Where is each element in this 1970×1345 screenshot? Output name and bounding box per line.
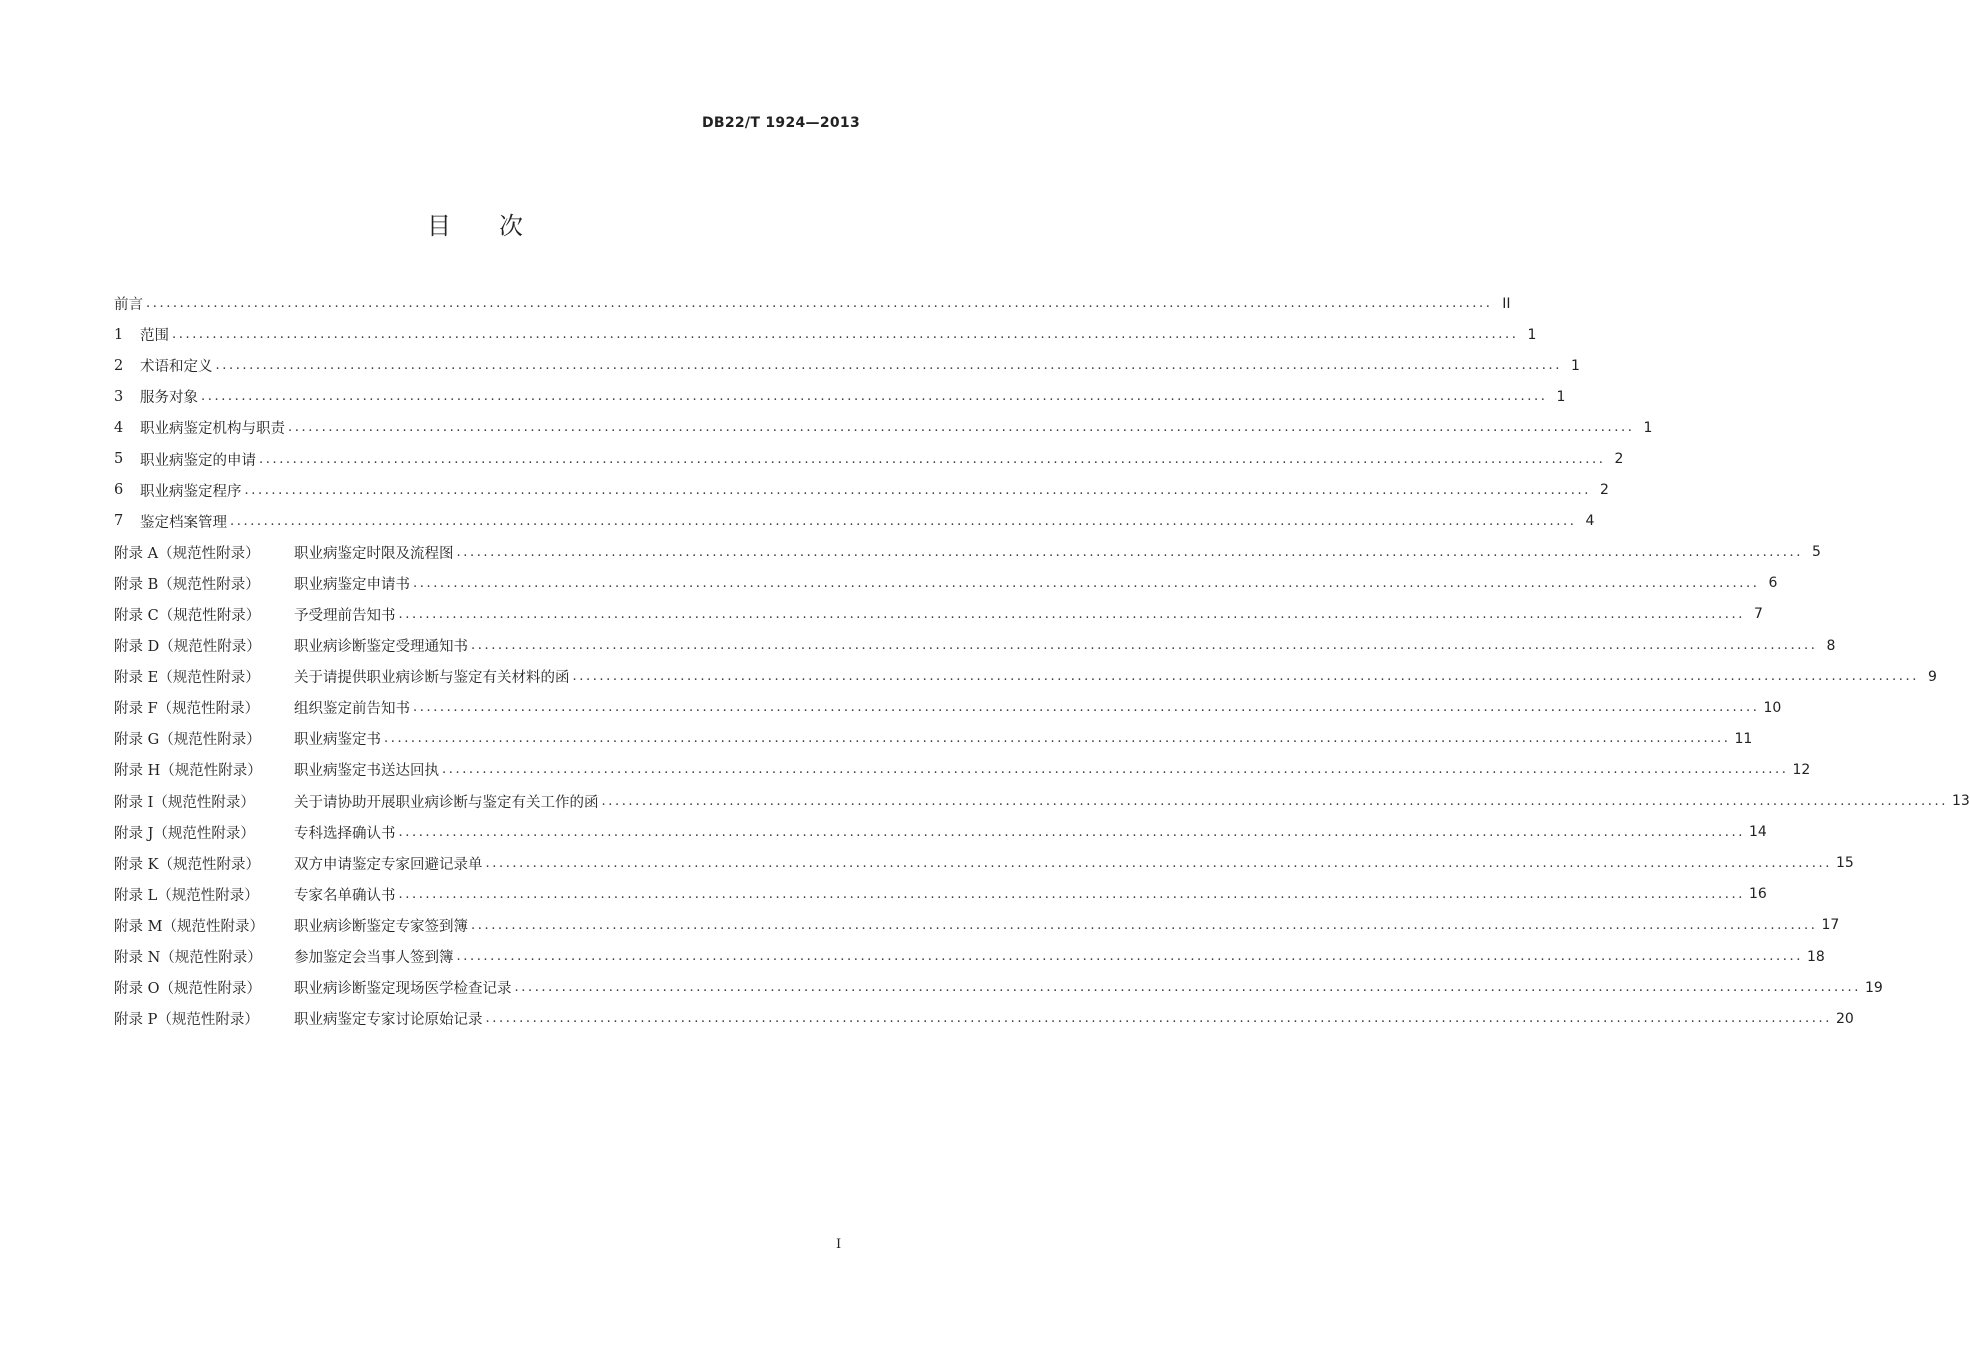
toc-entry-label: 前言: [114, 297, 143, 314]
toc-entry-number: 2: [114, 357, 124, 374]
appendix-id: 附录 D（规范性附录）: [114, 639, 261, 656]
leader-dots: ........................................................................................................................................................................................................: [244, 482, 1591, 498]
appendix-label: 参加鉴定会当事人签到簿: [294, 950, 454, 967]
appendix-id: 附录 E（规范性附录）: [114, 670, 260, 687]
leader-dots: ........................................................................................................................................................................................................: [398, 824, 1745, 840]
leader-dots: ........................................................................................................................................................................................................: [413, 575, 1760, 591]
appendix-id: 附录 L（规范性附录）: [114, 887, 259, 904]
toc-entry-7[interactable]: [114, 506, 1595, 537]
appendix-id: 附录 G（规范性附录）: [114, 732, 261, 749]
leader-dots: ........................................................................................................................................................................................................: [398, 886, 1745, 902]
appendix-page: 19: [1864, 979, 1883, 996]
toc-appendix-c[interactable]: [114, 599, 1763, 630]
appendix-label: 双方申请鉴定专家回避记录单: [294, 856, 483, 873]
appendix-id: 附录 O（规范性附录）: [114, 981, 261, 998]
toc-entry-number: 1: [114, 326, 124, 343]
title-char-2: 次: [499, 212, 523, 240]
toc-appendix-i[interactable]: [114, 786, 1970, 817]
toc-entry-page: 1: [1556, 388, 1566, 405]
appendix-page: 18: [1806, 948, 1825, 965]
leader-dots: ........................................................................................................................................................................................................: [485, 855, 1832, 871]
leader-dots: ........................................................................................................................................................................................................: [471, 917, 1818, 933]
toc-appendix-f[interactable]: [114, 692, 1782, 723]
leader-dots: ........................................................................................................................................................................................................: [442, 762, 1789, 778]
appendix-page: 14: [1748, 824, 1767, 841]
toc-entry-page: 2: [1600, 482, 1609, 499]
appendix-id: 附录 C（规范性附录）: [114, 607, 261, 624]
toc-entry-3[interactable]: [114, 381, 1566, 412]
leader-dots: ........................................................................................................................................................................................................: [288, 420, 1635, 436]
toc-entry-1[interactable]: [114, 319, 1537, 350]
toc-entry-6[interactable]: [114, 475, 1609, 506]
appendix-page: 12: [1792, 761, 1811, 778]
title-char-1: 目: [427, 212, 451, 240]
toc-entry-page: 1: [1571, 357, 1580, 374]
appendix-id: 附录 I（规范性附录）: [114, 794, 255, 811]
toc-entry-label: 鉴定档案管理: [140, 514, 227, 531]
appendix-label: 组织鉴定前告知书: [294, 701, 410, 718]
page-folio: I: [836, 1237, 842, 1252]
table-of-contents: [114, 288, 1970, 1034]
appendix-id: 附录 P（规范性附录）: [114, 1012, 259, 1029]
appendix-page: 17: [1821, 917, 1840, 934]
appendix-id: 附录 B（规范性附录）: [114, 576, 260, 593]
toc-entry-label: 职业病鉴定程序: [140, 483, 242, 500]
appendix-label: 专科选择确认书: [294, 825, 396, 842]
toc-appendix-b[interactable]: [114, 568, 1778, 599]
toc-appendix-a[interactable]: [114, 537, 1821, 568]
toc-entry-number: 5: [114, 451, 124, 468]
leader-dots: ........................................................................................................................................................................................................: [456, 544, 1803, 560]
toc-entry-label: 术语和定义: [140, 359, 213, 376]
appendix-label: 专家名单确认书: [294, 887, 396, 904]
appendix-label: 职业病鉴定书: [294, 732, 381, 749]
leader-dots: ........................................................................................................................................................................................................: [146, 296, 1493, 312]
leader-dots: ........................................................................................................................................................................................................: [259, 451, 1606, 467]
toc-appendix-k[interactable]: [114, 848, 1854, 879]
appendix-page: 8: [1826, 637, 1836, 654]
leader-dots: ........................................................................................................................................................................................................: [384, 731, 1731, 747]
page-title: [0, 206, 950, 241]
appendix-page: 9: [1928, 668, 1937, 685]
appendix-label: 职业病鉴定书送达回执: [294, 763, 439, 780]
toc-entry-5[interactable]: [114, 443, 1624, 474]
toc-appendix-m[interactable]: [114, 910, 1840, 941]
leader-dots: ........................................................................................................................................................................................................: [601, 793, 1948, 809]
appendix-page: 13: [1951, 793, 1970, 810]
leader-dots: ........................................................................................................................................................................................................: [172, 327, 1519, 343]
appendix-label: 职业病鉴定专家讨论原始记录: [294, 1012, 483, 1029]
leader-dots: ........................................................................................................................................................................................................: [485, 1011, 1832, 1027]
appendix-label: 职业病诊断鉴定专家签到簿: [294, 918, 468, 935]
toc-appendix-h[interactable]: [114, 754, 1811, 785]
appendix-label: 关于请协助开展职业病诊断与鉴定有关工作的函: [294, 794, 599, 811]
appendix-label: 职业病诊断鉴定受理通知书: [294, 639, 468, 656]
document-code: DB22/T 1924—2013: [701, 115, 860, 131]
toc-entry-page: 1: [1527, 326, 1537, 343]
appendix-label: 职业病鉴定申请书: [294, 576, 410, 593]
toc-entry-page: II: [1502, 295, 1511, 312]
toc-entry-label: 职业病鉴定的申请: [140, 452, 256, 469]
appendix-page: 15: [1835, 855, 1854, 872]
appendix-id: 附录 H（规范性附录）: [114, 763, 262, 780]
toc-appendix-n[interactable]: [114, 941, 1825, 972]
appendix-id: 附录 A（规范性附录）: [114, 545, 260, 562]
appendix-id: 附录 J（规范性附录）: [114, 825, 255, 842]
toc-entry-page: 4: [1585, 513, 1595, 530]
leader-dots: ........................................................................................................................................................................................................: [398, 606, 1745, 622]
appendix-page: 5: [1812, 544, 1821, 561]
appendix-page: 7: [1754, 606, 1763, 623]
appendix-page: 6: [1768, 575, 1778, 592]
toc-entry-number: 6: [114, 482, 124, 499]
appendix-page: 16: [1748, 886, 1767, 903]
toc-appendix-g[interactable]: [114, 723, 1753, 754]
toc-appendix-o[interactable]: [114, 972, 1883, 1003]
toc-entry-label: 范围: [140, 328, 169, 345]
leader-dots: ........................................................................................................................................................................................................: [456, 949, 1803, 965]
appendix-label: 予受理前告知书: [294, 607, 396, 624]
appendix-page: 10: [1763, 699, 1782, 716]
appendix-label: 职业病鉴定时限及流程图: [294, 545, 454, 562]
toc-entry-number: 7: [114, 513, 124, 530]
appendix-page: 20: [1835, 1010, 1854, 1027]
leader-dots: ........................................................................................................................................................................................................: [201, 389, 1548, 405]
leader-dots: ........................................................................................................................................................................................................: [413, 700, 1760, 716]
appendix-id: 附录 M（规范性附录）: [114, 918, 264, 935]
leader-dots: ........................................................................................................................................................................................................: [471, 638, 1818, 654]
toc-entry-page: 1: [1643, 419, 1653, 436]
toc-entry-2[interactable]: [114, 350, 1580, 381]
toc-entry-page: 2: [1614, 451, 1624, 468]
toc-entry-label: 服务对象: [140, 390, 198, 407]
toc-entry-foreword[interactable]: [114, 288, 1511, 319]
toc-appendix-j[interactable]: [114, 817, 1767, 848]
toc-appendix-p[interactable]: [114, 1003, 1854, 1034]
toc-entry-4[interactable]: [114, 412, 1653, 443]
toc-appendix-d[interactable]: [114, 630, 1836, 661]
toc-appendix-e[interactable]: [114, 661, 1937, 692]
toc-entry-number: 4: [114, 419, 124, 436]
leader-dots: ........................................................................................................................................................................................................: [514, 980, 1861, 996]
toc-entry-number: 3: [114, 388, 124, 405]
appendix-id: 附录 N（规范性附录）: [114, 950, 262, 967]
leader-dots: ........................................................................................................................................................................................................: [230, 513, 1577, 529]
appendix-page: 11: [1734, 730, 1753, 747]
toc-entry-label: 职业病鉴定机构与职责: [140, 421, 285, 438]
leader-dots: ........................................................................................................................................................................................................: [215, 358, 1562, 374]
appendix-label: 职业病诊断鉴定现场医学检查记录: [294, 981, 512, 998]
appendix-id: 附录 F（规范性附录）: [114, 701, 260, 718]
leader-dots: ........................................................................................................................................................................................................: [572, 669, 1919, 685]
appendix-id: 附录 K（规范性附录）: [114, 856, 260, 873]
appendix-label: 关于请提供职业病诊断与鉴定有关材料的函: [294, 670, 570, 687]
toc-appendix-l[interactable]: [114, 879, 1767, 910]
